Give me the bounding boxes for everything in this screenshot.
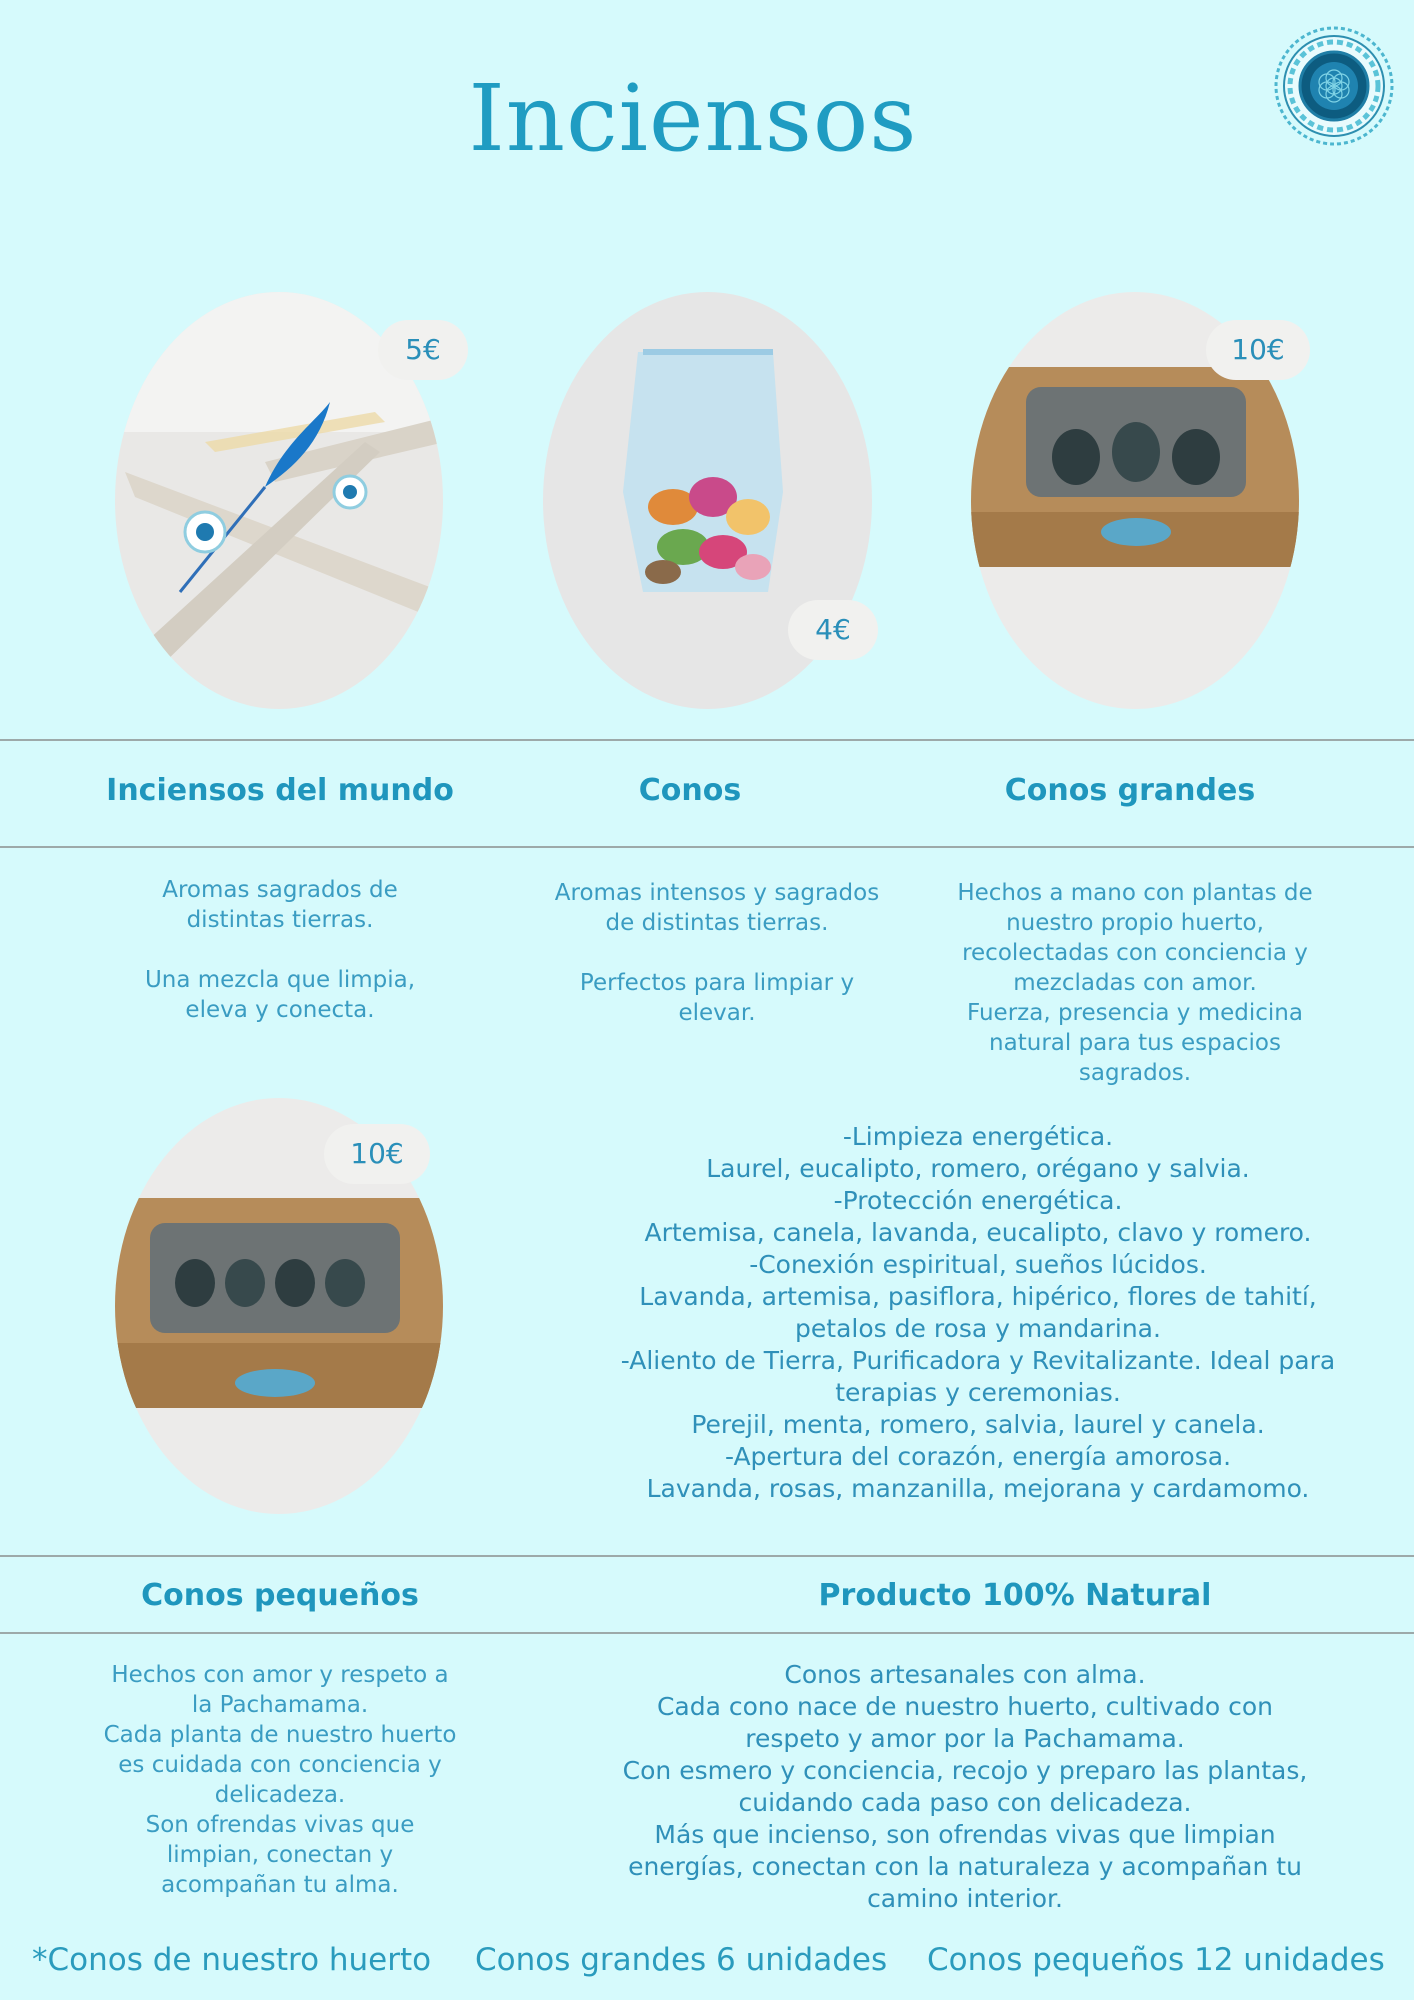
natural-description: Conos artesanales con alma. Cada cono nace de nuestro huerto, cultivado con respeto y amor por la Pachamama. Con esmero y conciencia, recojo y preparo las plantas, cuidando cada paso con delicadeza. Más que incienso, son ofrendas vivas que limpian energías, conectan con la naturaleza y acompañan tu camino interior. — [622, 1660, 1308, 1913]
blend-list: -Limpieza energética. Laurel, eucalipto, romero, orégano y salvia. -Protección energética. Artemisa, canela, lavanda, eucalipto, clavo y romero. -Conexión espiritual, sueños lúcidos. Lavanda, artemisa, pasiflora, hipérico, flores de tahití, petalos de rosa y mandarina. -Aliento de Tierra, Purificadora y Revitalizante. Ideal para terapias y ceremonias. Perejil, menta, romero, salvia, laurel y canela. -Apertura del corazón, energía amorosa. Lavanda, rosas, manzanilla, mejorana y cardamomo. — [620, 1122, 1336, 1503]
price-badge: 10€ — [1206, 320, 1310, 380]
mandala-logo-icon — [1272, 24, 1396, 148]
page-title: Inciensos — [468, 65, 918, 172]
product-description: Hechos con amor y respeto a la Pachamama. Cada planta de nuestro huerto es cuidada con conciencia y delicadeza. Son ofrendas vivas que limpian, conectan y acompañan tu alma. — [103, 1662, 457, 1898]
product-description: Aromas sagrados de distintas tierras. Una mezcla que limpia, eleva y conecta. — [144, 877, 416, 1023]
divider — [0, 739, 1414, 741]
footer-note: *Conos de nuestro huerto — [32, 1942, 432, 1978]
footer-note: Conos pequeños 12 unidades — [927, 1942, 1385, 1978]
product-heading: Conos pequeños — [141, 1578, 419, 1613]
price-badge: 4€ — [788, 600, 878, 660]
natural-heading: Producto 100% Natural — [818, 1578, 1212, 1613]
footer-note: Conos grandes 6 unidades — [475, 1942, 888, 1978]
product-description: Aromas intensos y sagrados de distintas tierras. Perfectos para limpiar y elevar. — [554, 880, 880, 1026]
price-badge: 5€ — [378, 320, 468, 380]
product-heading: Conos grandes — [1004, 773, 1256, 808]
divider — [0, 1632, 1414, 1634]
divider — [0, 846, 1414, 848]
product-description: Hechos a mano con plantas de nuestro propio huerto, recolectadas con conciencia y mezcladas con amor. Fuerza, presencia y medicina natural para tus espacios sagrados. — [957, 880, 1313, 1086]
divider — [0, 1555, 1414, 1557]
price-badge: 10€ — [324, 1124, 430, 1184]
product-heading: Conos — [638, 773, 742, 808]
product-heading: Inciensos del mundo — [106, 773, 454, 808]
